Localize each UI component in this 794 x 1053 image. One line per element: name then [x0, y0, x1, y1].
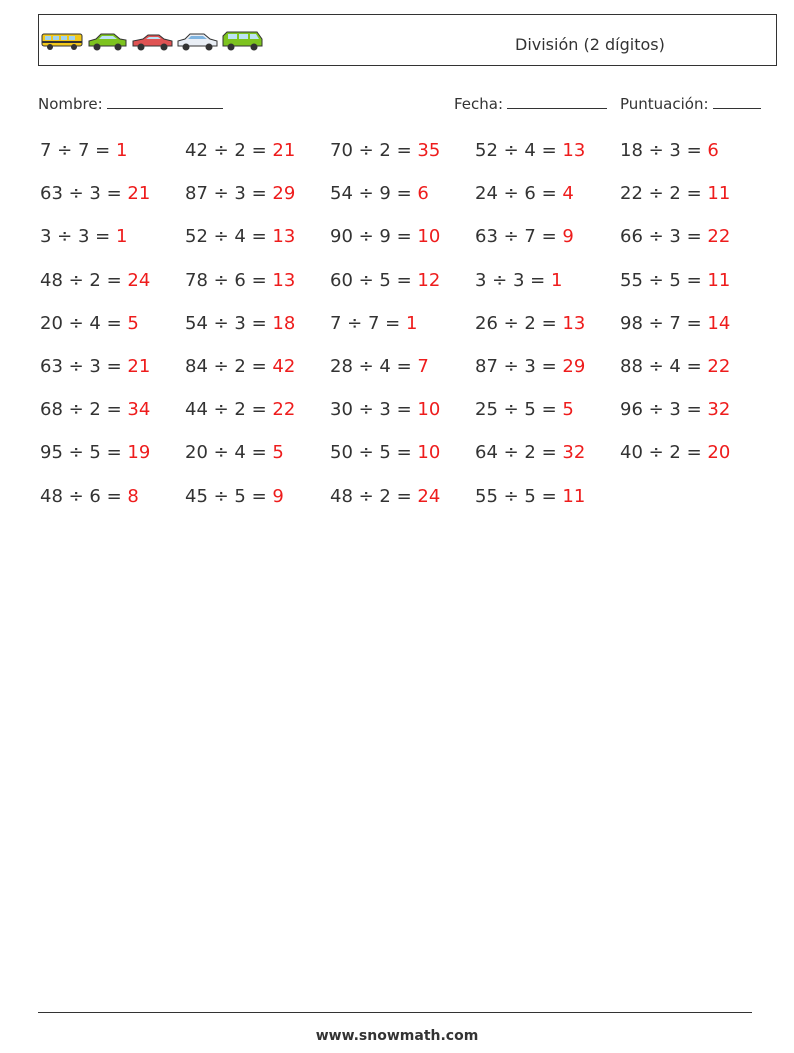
problem-question: 25 ÷ 5 =: [475, 399, 563, 421]
division-problem: [40, 399, 150, 420]
problem-question: 84 ÷ 2 =: [185, 356, 273, 377]
problem-answer: 11: [707, 183, 731, 205]
problem-answer: 13: [562, 140, 586, 161]
problem-answer: 10: [417, 226, 441, 248]
problem-question: 64 ÷ 2 =: [475, 442, 563, 464]
problem-question: 68 ÷ 2 =: [40, 399, 128, 421]
problem-question: 24 ÷ 6 =: [475, 183, 563, 205]
division-problem: [185, 140, 295, 161]
problem-question: 20 ÷ 4 =: [40, 312, 128, 334]
problem-answer: 22: [707, 226, 731, 248]
problem-answer: 8: [127, 485, 139, 507]
problem-answer: 6: [707, 140, 719, 161]
problem-question: 55 ÷ 5 =: [475, 485, 563, 507]
problem-answer: 13: [272, 226, 296, 248]
problem-question: 30 ÷ 3 =: [330, 399, 418, 421]
problem-answer: 11: [562, 485, 586, 507]
problem-answer: 32: [562, 442, 586, 464]
problem-question: 7 ÷ 7 =: [330, 312, 406, 334]
problem-answer: 1: [405, 312, 418, 334]
problem-question: 98 ÷ 7 =: [620, 312, 708, 334]
problem-answer: 35: [417, 140, 441, 161]
vehicle-icons: [41, 29, 264, 53]
name-blank-line[interactable]: [107, 94, 223, 109]
problem-answer: 7: [417, 356, 429, 377]
division-problem: [620, 399, 730, 420]
problem-question: 70 ÷ 2 =: [330, 140, 418, 161]
red-car-icon: [131, 29, 174, 53]
problem-answer: 5: [272, 442, 284, 464]
problem-answer: 13: [562, 312, 586, 334]
problem-answer: 14: [707, 312, 731, 334]
problem-question: 63 ÷ 3 =: [40, 356, 128, 377]
problem-answer: 9: [272, 485, 284, 507]
problem-answer: 21: [127, 183, 151, 205]
problem-question: 3 ÷ 3 =: [475, 269, 551, 291]
division-problem: [475, 442, 585, 463]
problem-question: 52 ÷ 4 =: [475, 140, 563, 161]
problem-question: 63 ÷ 7 =: [475, 226, 563, 248]
problem-answer: 21: [127, 356, 151, 377]
problem-answer: 21: [272, 140, 296, 161]
division-problem: [40, 270, 150, 291]
division-problem: [40, 442, 150, 463]
problem-answer: 22: [707, 356, 731, 377]
division-problem: [185, 226, 295, 247]
problem-question: 87 ÷ 3 =: [475, 356, 563, 377]
division-problem: [40, 140, 127, 161]
problem-question: 18 ÷ 3 =: [620, 140, 708, 161]
division-problem: [475, 486, 585, 507]
date-field[interactable]: [454, 94, 607, 113]
problem-question: 52 ÷ 4 =: [185, 226, 273, 248]
problem-answer: 5: [562, 399, 574, 421]
problem-answer: 9: [562, 226, 574, 248]
problem-question: 54 ÷ 9 =: [330, 183, 418, 205]
division-problem: [185, 270, 295, 291]
problem-answer: 24: [417, 485, 441, 507]
division-problem: [620, 226, 730, 247]
worksheet-title: División (2 dígitos): [515, 35, 665, 54]
worksheet-header: [38, 14, 777, 66]
division-problem: [475, 399, 574, 420]
division-problem: [185, 183, 295, 204]
division-problem: [620, 356, 730, 377]
division-problem: [475, 270, 562, 291]
problem-question: 20 ÷ 4 =: [185, 442, 273, 464]
problem-question: 87 ÷ 3 =: [185, 183, 273, 205]
division-problem: [330, 356, 429, 377]
problem-answer: 13: [272, 269, 296, 291]
division-problem: [620, 140, 719, 161]
division-problem: [40, 183, 150, 204]
division-problem: [475, 356, 585, 377]
division-problem: [620, 183, 730, 204]
problem-question: 48 ÷ 6 =: [40, 485, 128, 507]
division-problem: [185, 313, 295, 334]
green-car-icon: [86, 29, 129, 53]
problem-question: 40 ÷ 2 =: [620, 442, 708, 464]
date-blank-line[interactable]: [507, 94, 607, 109]
problem-answer: 32: [707, 399, 731, 421]
problem-answer: 12: [417, 269, 441, 291]
problem-question: 44 ÷ 2 =: [185, 399, 273, 421]
division-problem: [330, 399, 440, 420]
problem-answer: 6: [417, 183, 429, 205]
problem-question: 50 ÷ 5 =: [330, 442, 418, 464]
problem-question: 48 ÷ 2 =: [40, 269, 128, 291]
problem-answer: 1: [115, 226, 128, 248]
problem-answer: 4: [562, 183, 574, 205]
problem-question: 95 ÷ 5 =: [40, 442, 128, 464]
division-problem: [620, 270, 730, 291]
problem-question: 7 ÷ 7 =: [40, 140, 116, 161]
division-problem: [330, 226, 440, 247]
problem-answer: 22: [272, 399, 296, 421]
division-problem: [185, 442, 284, 463]
division-problem: [185, 399, 295, 420]
problem-question: 55 ÷ 5 =: [620, 269, 708, 291]
problem-question: 63 ÷ 3 =: [40, 183, 128, 205]
division-problem: [330, 140, 440, 161]
problem-question: 45 ÷ 5 =: [185, 485, 273, 507]
division-problem: [40, 226, 127, 247]
footer-website: www.snowmath.com: [315, 1028, 479, 1044]
problem-answer: 20: [707, 442, 731, 464]
problem-answer: 42: [272, 356, 296, 377]
division-problem: [620, 313, 730, 334]
date-label: Fecha:: [454, 95, 504, 113]
blue-car-icon: [176, 29, 219, 53]
problem-answer: 1: [550, 269, 563, 291]
green-van-icon: [221, 29, 264, 53]
problem-answer: 1: [115, 140, 128, 161]
problem-answer: 34: [127, 399, 151, 421]
problem-question: 60 ÷ 5 =: [330, 269, 418, 291]
problem-answer: 18: [272, 312, 296, 334]
division-problem: [40, 486, 139, 507]
problem-question: 88 ÷ 4 =: [620, 356, 708, 377]
division-problem: [330, 183, 429, 204]
score-blank-line[interactable]: [713, 94, 761, 109]
division-problem: [475, 183, 574, 204]
problem-question: 3 ÷ 3 =: [40, 226, 116, 248]
problem-question: 66 ÷ 3 =: [620, 226, 708, 248]
division-problem: [185, 486, 284, 507]
problem-answer: 10: [417, 399, 441, 421]
division-problem: [330, 313, 417, 334]
division-problem: [620, 442, 730, 463]
problem-question: 26 ÷ 2 =: [475, 312, 563, 334]
problem-answer: 5: [127, 312, 139, 334]
problem-answer: 11: [707, 269, 731, 291]
problem-question: 22 ÷ 2 =: [620, 183, 708, 205]
score-field[interactable]: [620, 94, 761, 113]
problem-question: 48 ÷ 2 =: [330, 485, 418, 507]
division-problem: [40, 313, 139, 334]
division-problem: [330, 270, 440, 291]
problem-answer: 24: [127, 269, 151, 291]
problem-question: 42 ÷ 2 =: [185, 140, 273, 161]
problem-answer: 29: [562, 356, 586, 377]
problem-question: 54 ÷ 3 =: [185, 312, 273, 334]
name-label: Nombre:: [38, 95, 103, 113]
problem-question: 90 ÷ 9 =: [330, 226, 418, 248]
division-problem: [475, 226, 574, 247]
division-problem: [185, 356, 295, 377]
score-label: Puntuación:: [620, 95, 709, 113]
problem-question: 28 ÷ 4 =: [330, 356, 418, 377]
division-problem: [330, 486, 440, 507]
problem-answer: 19: [127, 442, 151, 464]
division-problem: [475, 140, 585, 161]
problem-answer: 10: [417, 442, 441, 464]
name-field[interactable]: [38, 94, 223, 113]
yellow-bus-icon: [41, 29, 84, 53]
problem-answer: 29: [272, 183, 296, 205]
problem-question: 78 ÷ 6 =: [185, 269, 273, 291]
footer-divider: [38, 1012, 752, 1013]
problem-question: 96 ÷ 3 =: [620, 399, 708, 421]
division-problem: [40, 356, 150, 377]
division-problem: [330, 442, 440, 463]
division-problem: [475, 313, 585, 334]
